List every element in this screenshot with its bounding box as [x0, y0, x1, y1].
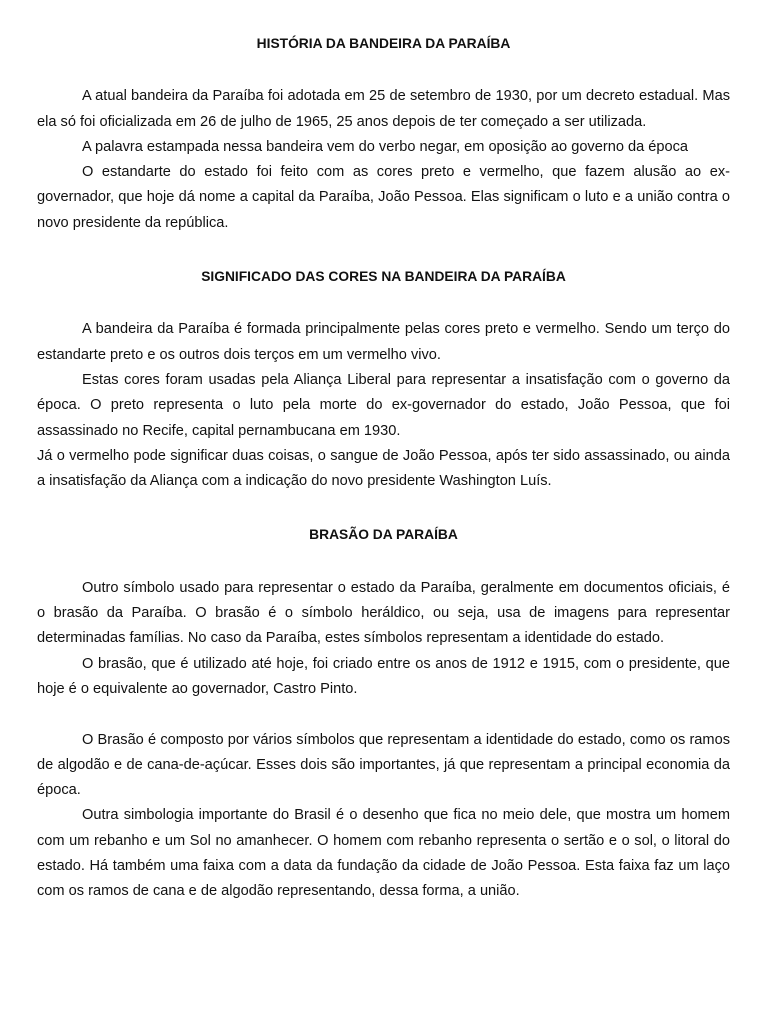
paragraph: Já o vermelho pode significar duas coisas, o sangue de João Pessoa, após ter sido assassinado, ou ainda a insatisfação da Aliança com a indicação do novo presidente Washington Luís.	[37, 447, 730, 490]
section-body	[37, 576, 730, 905]
section-title: SIGNIFICADO DAS CORES NA BANDEIRA DA PARAÍBA	[201, 269, 566, 285]
blank-line	[37, 702, 730, 727]
section-historia	[37, 31, 730, 236]
paragraph: Estas cores foram usadas pela Aliança Liberal para representar a insatisfação com o governo da época. O preto representa o luto pela morte do ex-governador do estado, João Pessoa, que foi assassinado no Recife, capital pernambucana em 1930.	[37, 371, 730, 439]
paragraph: O Brasão é composto por vários símbolos que representam a identidade do estado, como os ramos de algodão e de cana-de-açúcar. Esses dois são importantes, já que representam a principal economia da época.	[37, 731, 730, 799]
paragraph: A palavra estampada nessa bandeira vem do verbo negar, em oposição ao governo da época	[82, 138, 689, 155]
section-title: BRASÃO DA PARAÍBA	[309, 527, 458, 543]
paragraph: O brasão, que é utilizado até hoje, foi criado entre os anos de 1912 e 1915, com o presidente, que hoje é o equivalente ao governador, Castro Pinto.	[37, 655, 730, 697]
paragraph: Outro símbolo usado para representar o estado da Paraíba, geralmente em documentos oficiais, é o brasão da Paraíba. O brasão é o símbolo heráldico, ou seja, usa de imagens para representar determinadas famílias. No caso da Paraíba, estes símbolos representam a identidade do estado.	[37, 579, 730, 647]
section-significado	[37, 264, 730, 494]
section-body	[37, 317, 730, 494]
paragraph: O estandarte do estado foi feito com as cores preto e vermelho, que fazem alusão ao ex-governador, que hoje dá nome a capital da Paraíba, João Pessoa. Elas significam o luto e a união contra o novo presidente da república.	[37, 164, 730, 231]
paragraph: A atual bandeira da Paraíba foi adotada em 25 de setembro de 1930, por um decreto estadual. Mas ela só foi oficializada em 26 de julho de 1965, 25 anos depois de ter começado a ser utilizada.	[37, 88, 730, 130]
section-brasao	[37, 522, 730, 904]
paragraph: Outra simbologia importante do Brasil é o desenho que fica no meio dele, que mostra um homem com um rebanho e um Sol no amanhecer. O homem com rebanho representa o sertão e o sol, o litoral do estado. Há também uma faixa com a data da fundação da cidade de João Pessoa. Esta faixa faz um laço com os ramos de cana e de algodão representando, dessa forma, a união.	[37, 807, 730, 900]
section-title: HISTÓRIA DA BANDEIRA DA PARAÍBA	[256, 36, 511, 51]
document-page	[37, 0, 730, 905]
paragraph: A bandeira da Paraíba é formada principalmente pelas cores preto e vermelho. Sendo um terço do estandarte preto e os outros dois terços em um vermelho vivo.	[37, 321, 730, 363]
section-body	[37, 84, 730, 236]
